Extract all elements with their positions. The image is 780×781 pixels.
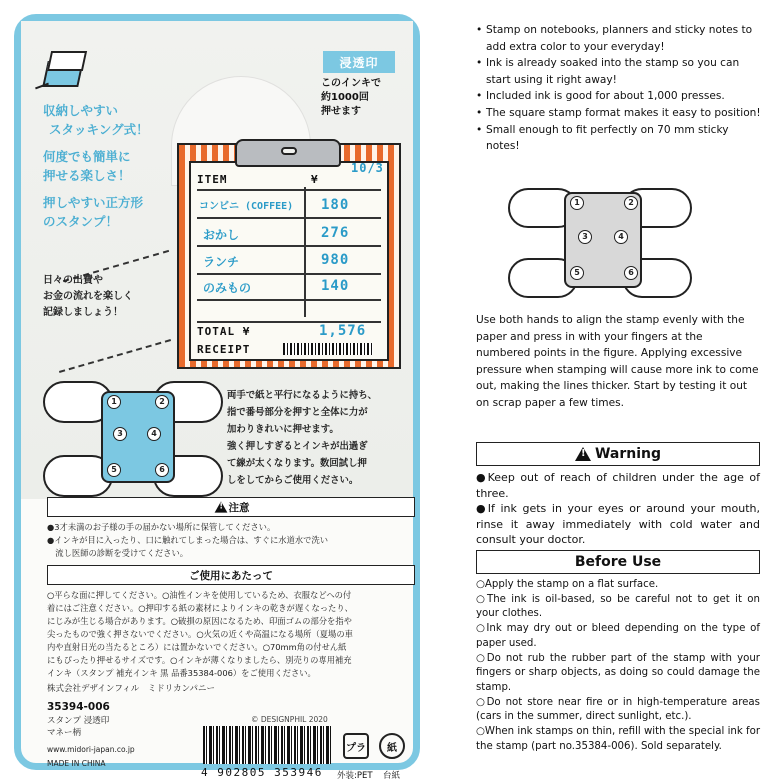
press-point-3: 3 (113, 427, 127, 441)
before-use-item: ○Do not store near fire or in high-temperature areas (cars in the summer, direct sunlight, etc.). (476, 696, 760, 723)
how-to-line: 強く押しすぎるとインキが出過ぎ (227, 441, 368, 452)
ink-badge-caption (321, 77, 401, 119)
daily-line: 記録しましょう！ (43, 307, 123, 318)
bullet-text: Stamp on notebooks, planners and sticky notes to add extra color to your everyday! (486, 24, 753, 53)
press-point-1: 1 (107, 395, 121, 409)
clipboard-clip (235, 139, 341, 167)
daily-copy (43, 273, 133, 321)
jp-usage-line: 尖ったもので強く押さないでください。○火気の近くや高温になる場所（夏場の車 (47, 629, 353, 639)
before-use-item: ○Do not rub the rubber part of the stamp with your fingers or sharp objects, as doing so could damage the stamp. (476, 652, 760, 693)
material-label: 外装:PET (337, 771, 373, 781)
receipt-item-header: ITEM (197, 173, 228, 186)
mount-label: 台紙 (383, 771, 401, 781)
press-point-4: 4 (147, 427, 161, 441)
jp-warning-line: ●インキが目に入ったり、口に触れてしまった場合は、すぐに水道水で洗い (47, 535, 329, 545)
badge-line: 押せます (321, 106, 361, 117)
daily-line: 日々の出費や (43, 275, 103, 286)
receipt-rule (197, 245, 381, 247)
product-barcode (203, 726, 331, 764)
jp-usage-line: にもぴったり押せるサイズです。○インキが薄くなりましたら、別売りの専用補充 (47, 655, 352, 665)
ink-badge: 浸透印 (323, 51, 395, 73)
receipt-rule (197, 273, 381, 275)
press-point-5: 5 (107, 463, 121, 477)
how-to-line: 加わりきれいに押せます。 (227, 424, 339, 435)
package-card (14, 14, 420, 781)
jp-usage-line: 着にはご注意ください。○押印する紙の素材によりインキの乾きが遅くなったり、 (47, 603, 353, 613)
hands-stamp-illustration-icon (508, 184, 692, 302)
english-feature-list (476, 22, 762, 155)
warning-item: ●Keep out of reach of children under the age of three. (476, 471, 760, 500)
receipt-label: RECEIPT (197, 343, 251, 356)
badge-line: 約1000回 (321, 92, 369, 103)
jp-warning-body (47, 521, 419, 560)
how-to-line: て線が太くなります。数回試し押 (227, 458, 367, 469)
warning-triangle-icon (575, 447, 591, 461)
receipt-item-price: 180 (321, 197, 350, 213)
receipt-item-name: コンビニ (COFFEE) (199, 201, 294, 212)
feature-line: のスタンプ！ (43, 214, 119, 229)
press-point-2: 2 (155, 395, 169, 409)
before-use-body (476, 578, 760, 754)
press-point-5: 5 (570, 266, 584, 280)
list-item: • Stamp on notebooks, planners and sticky notes to add extra color to your everyday! (476, 22, 762, 55)
jp-usage-line: にじみが生じる場合があります。○破損の原因になるため、印面ゴムの部分を指や (47, 616, 352, 626)
feature-line: 収納しやすい (43, 103, 119, 118)
list-item: • The square stamp format makes it easy to position! (476, 105, 762, 122)
press-point-6: 6 (624, 266, 638, 280)
bullet-text: The square stamp format makes it easy to position! (486, 106, 761, 119)
english-instructions: Use both hands to align the stamp evenly with the paper and press in with your fingers at the numbered points in the figure. Applying excessive pressure when stamping will cause more ink to come out, making the lines thicker. Start by testing it out on scrap paper a few times. (476, 314, 759, 409)
receipt-item-name: おかし (203, 228, 240, 242)
receipt-total-label: TOTAL ¥ (197, 325, 251, 338)
jp-usage-header (47, 565, 415, 585)
receipt-rule (197, 217, 381, 219)
feature-line: スタッキング式！ (49, 122, 149, 137)
receipt-item-name: のみもの (203, 281, 252, 295)
paper-recycle-icon (379, 733, 405, 759)
barcode-number: 4 902805 353946 (201, 766, 323, 779)
company-name: 株式会社デザインフィル ミドリカンパニー (47, 684, 216, 694)
before-use-item: ○When ink stamps on thin, refill with the special ink for the stamp (part no.35384-006). Sold separately. (476, 726, 761, 752)
jp-warning-title: 注意 (228, 501, 250, 514)
bullet-text: Included ink is good for about 1,000 presses. (486, 90, 725, 103)
pla-recycle-icon (343, 733, 369, 759)
english-warning-header (476, 442, 760, 466)
receipt-item-price: 140 (321, 278, 350, 294)
feature-line: 何度でも簡単に (43, 149, 131, 164)
before-use-title: Before Use (574, 554, 662, 570)
feature-line: 押せる楽しさ！ (43, 168, 131, 183)
jp-usage-title: ご使用にあたって (189, 569, 273, 582)
list-item: • Small enough to fit perfectly on 70 mm sticky notes! (476, 122, 762, 155)
how-to-line: 指で番号部分を押すと全体に力が (227, 407, 368, 418)
list-item: • Included ink is good for about 1,000 presses. (476, 88, 762, 105)
english-warning-title: Warning (594, 446, 662, 462)
warning-item: ●If ink gets in your eyes or around your mouth, rinse it away immediately with cold water and consult your doctor. (476, 502, 760, 546)
receipt-date: 10/3 (351, 161, 384, 175)
daily-line: お金の流れを楽しく (43, 291, 133, 302)
jp-usage-line: 内や直射日光の当たるところ）には置かないでください。○70mm角の付せん紙 (47, 642, 347, 652)
jp-warning-line: ●3才未満のお子様の手の届かない場所に保管してください。 (47, 522, 276, 532)
before-use-item: ○The ink is oil-based, so be careful not to get it on your clothes. (476, 593, 760, 620)
jp-usage-line: ○平らな面に押してください。○油性インキを使用しているため、衣服などへの付 (47, 590, 352, 600)
how-to-line: 両手で紙と平行になるように持ち、 (227, 390, 378, 401)
receipt-rule (197, 189, 381, 191)
receipt-rule (197, 299, 381, 301)
copyright: © DESIGNPHIL 2020 (251, 715, 328, 724)
bullet-text: Ink is already soaked into the stamp so you can start using it right away! (486, 57, 740, 86)
feature-copy (43, 101, 149, 231)
press-point-6: 6 (155, 463, 169, 477)
product-id: 35394-006 (47, 701, 110, 713)
receipt-column-divider (304, 187, 306, 317)
paper-mark: 紙 (387, 742, 397, 754)
feature-line: 押しやすい正方形 (43, 195, 144, 210)
jp-usage-body (47, 589, 419, 680)
receipt-item-name: ランチ (203, 255, 240, 269)
press-point-4: 4 (614, 230, 628, 244)
receipt-item-price: 980 (321, 252, 350, 268)
before-use-item: ○Apply the stamp on a flat surface. (476, 579, 659, 590)
product-line: スタンプ 浸透印 (47, 716, 110, 726)
made-in: MADE IN CHINA (47, 759, 106, 768)
press-point-2: 2 (624, 196, 638, 210)
english-warning-body (476, 470, 760, 548)
receipt-total-value: 1,576 (319, 323, 367, 339)
before-use-item: ○Ink may dry out or bleed depending on the type of paper used. (476, 623, 760, 649)
list-item: • Ink is already soaked into the stamp so you can start using it right away! (476, 55, 762, 88)
how-to-line: しをしてからご使用ください。 (227, 475, 359, 486)
jp-usage-line: インキ（スタンプ 補充インキ 黒 品番35384-006）をご使用ください。 (47, 668, 316, 678)
jp-warning-header (47, 497, 415, 517)
badge-line: このインキで (321, 78, 381, 89)
product-line: マネー柄 (47, 728, 82, 738)
before-use-header (476, 550, 760, 574)
bullet-text: Small enough to fit perfectly on 70 mm sticky notes! (486, 123, 729, 153)
press-point-1: 1 (570, 196, 584, 210)
company-url[interactable]: www.midori-japan.co.jp (47, 745, 135, 754)
stack-logo-icon (35, 45, 93, 97)
receipt-item-price: 276 (321, 225, 350, 241)
press-point-3: 3 (578, 230, 592, 244)
warning-triangle-icon (214, 501, 227, 512)
receipt-barcode (283, 343, 373, 355)
receipt-yen-header: ¥ (311, 173, 319, 186)
how-to-jp (227, 387, 377, 489)
hands-stamp-illustration-icon (43, 377, 223, 499)
jp-warning-line: 流し医師の診断を受けてください。 (47, 548, 189, 558)
pla-mark: プラ (346, 742, 366, 754)
